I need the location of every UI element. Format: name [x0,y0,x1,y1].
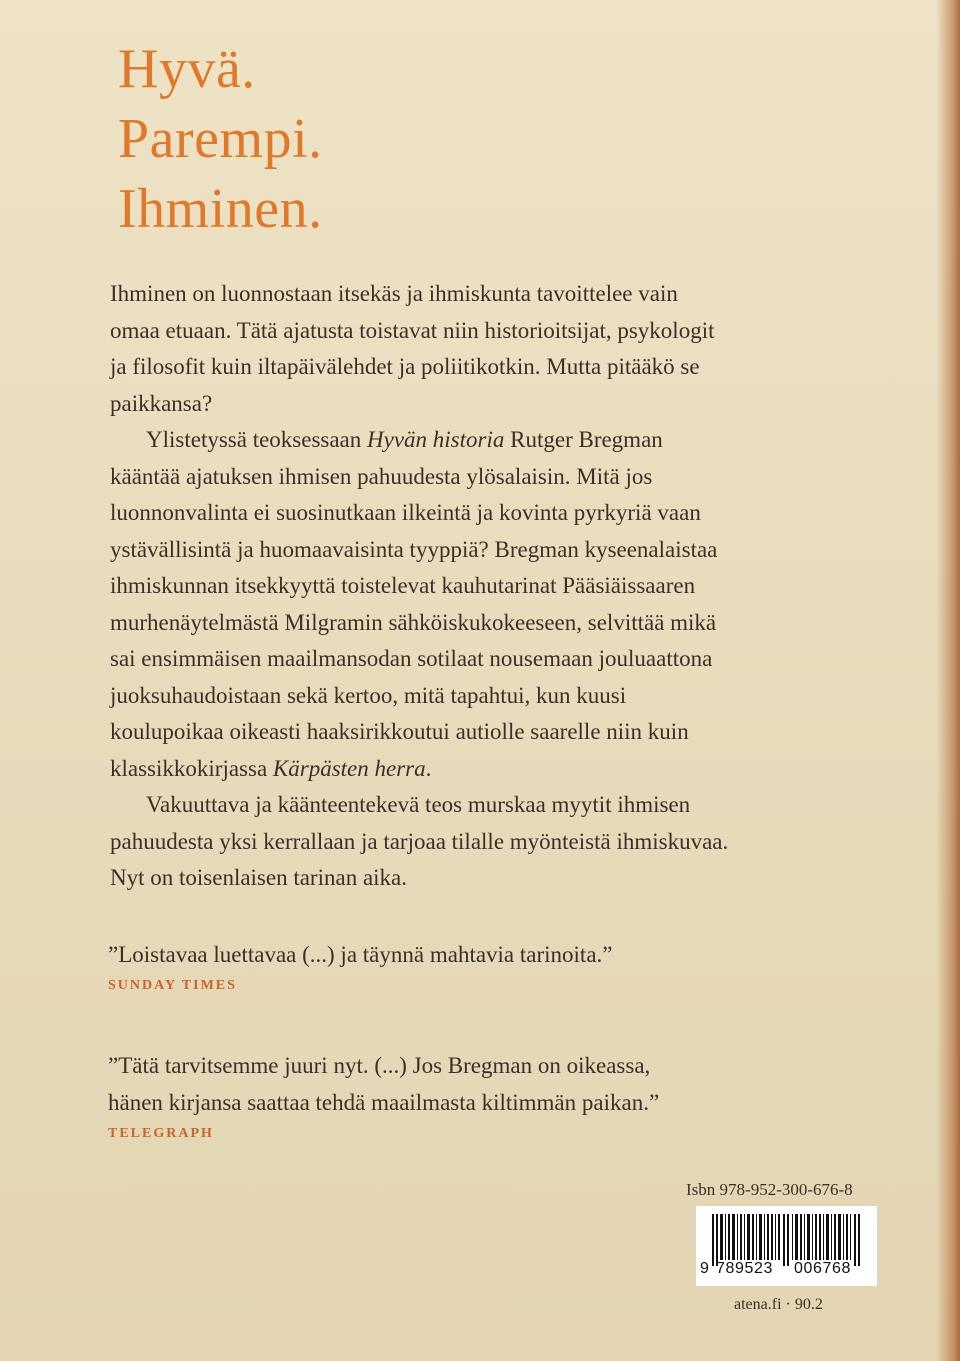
blurb-line: sai ensimmäisen maailmansodan sotilaat nousemaan jouluaattona [110,646,713,671]
barcode-lead-digit: 9 [700,1260,710,1277]
blurb-line [110,422,830,459]
barcode [696,1206,877,1286]
quote-source: TELEGRAPH [108,1126,214,1141]
blurb-line: luonnonvalinta ei suosinutkaan ilkeintä ja kovinta pyrkyriä vaan [110,500,701,525]
blurb-line: paikkansa? [110,390,213,416]
barcode-bars [712,1214,864,1266]
blurb-line: ja filosofit kuin iltapäivälehdet ja poliitikotkin. Mutta pitääkö se [110,354,700,379]
review-quote-telegraph [108,1047,659,1143]
blurb-line: koulupoikaa oikeasti haaksirikkoutui autiolle saarelle niin kuin [110,719,689,744]
blurb-text: klassikkokirjassa [110,755,273,781]
isbn-label: Isbn 978-952-300-676-8 [686,1180,853,1199]
blurb-line: ystävällisintä ja huomaavaisinta tyyppiä? Bregman kyseenalaistaa [110,536,718,562]
blurb-line: Nyt on toisenlaisen tarinan aika. [110,865,408,890]
blurb-line: murhenäytelmästä Milgramin sähköiskukokeeseen, selvittää mikä [110,609,717,635]
blurb-line: Vakuuttava ja käänteentekevä teos murskaa myytit ihmisen [146,792,691,817]
cover-edge-shadow [936,0,960,1361]
blurb-line: omaa etuaan. Tätä ajatusta toistavat niin historioitsijat, psykologit [110,317,715,343]
quote-text: ”Loistavaa luettavaa (...) ja täynnä mahtavia tarinoita.” [108,942,613,967]
blurb [110,276,830,897]
blurb-line: pahuudesta yksi kerrallaan ja tarjoaa tilalle myönteistä ihmiskuvaa. [110,828,729,854]
quote-text: ”Tätä tarvitsemme juuri nyt. (...) Jos Bregman on oikeassa, [108,1053,651,1078]
headline-line-2: Parempi. [118,108,323,170]
quote-source: SUNDAY TIMES [108,978,237,993]
headline-line-1: Hyvä. [118,38,256,100]
publisher-imprint: atena.fi · 90.2 [734,1296,823,1313]
blurb-text: Ylistetyssä teoksessaan [146,427,368,452]
blurb-line: Ihminen on luonnostaan itsekäs ja ihmiskunta tavoittelee vain [110,281,678,306]
quote-text: hänen kirjansa saattaa tehdä maailmasta kiltimmän paikan.” [108,1090,660,1115]
book-title-hyvan-historia: Hyvän historia [367,427,505,452]
headline [118,34,323,244]
blurb-line: juoksuhaudoistaan sekä kertoo, mitä tapahtui, kun kuusi [110,682,627,708]
blurb-text: Rutger Bregman [504,427,663,452]
blurb-line: kääntää ajatuksen ihmisen pahuudesta ylösalaisin. Mitä jos [110,463,653,489]
barcode-left-group: 789523 [716,1260,773,1277]
blurb-line [110,751,830,788]
book-title-karpasten-herra: Kärpästen herra [272,755,426,781]
blurb-line: ihmiskunnan itsekkyyttä toistelevat kauhutarinat Pääsiäissaaren [110,573,696,598]
barcode-digits [700,1260,873,1278]
blurb-text: . [425,755,432,781]
barcode-right-group: 006768 [794,1260,851,1277]
headline-line-3: Ihminen. [118,178,323,240]
review-quote-sunday-times [108,936,612,995]
